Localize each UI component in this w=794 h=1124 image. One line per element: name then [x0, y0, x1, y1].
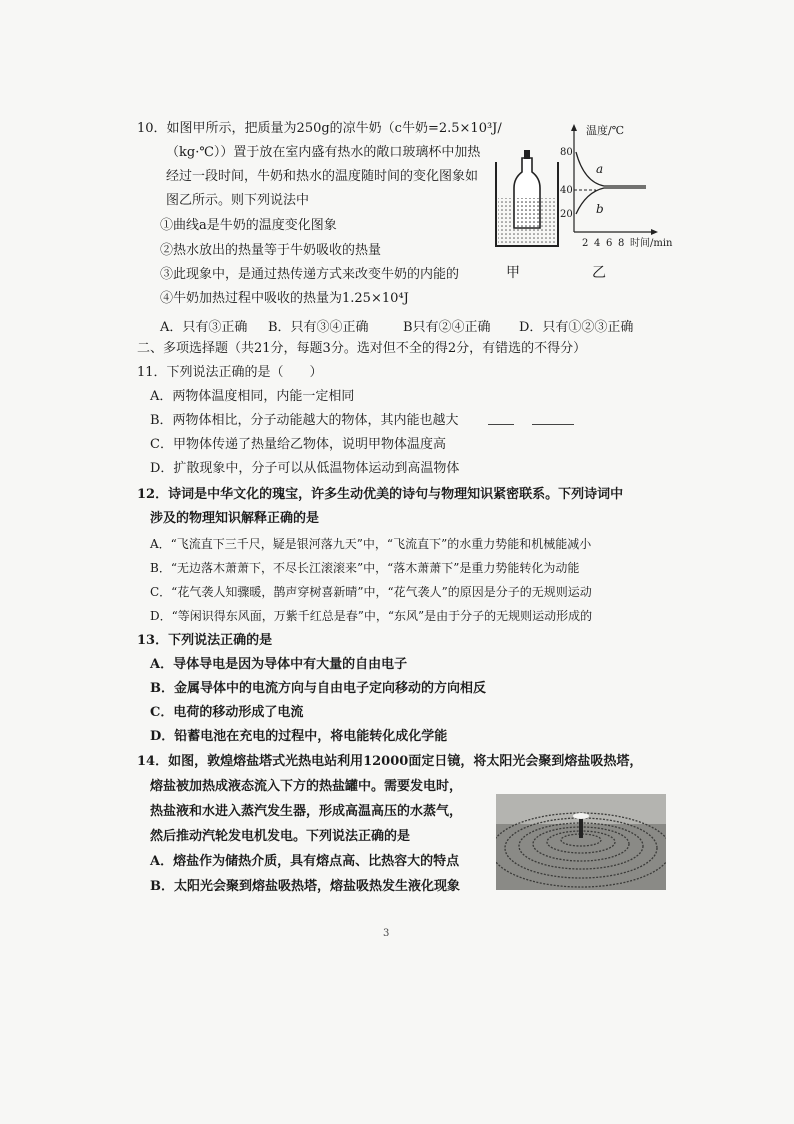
q10-statement-1: ①曲线a是牛奶的温度变化图象: [160, 218, 337, 233]
q14-line-1: 14．如图，敦煌熔盐塔式光热电站利用12000面定日镜，将太阳光会聚到熔盐吸热塔，: [137, 754, 643, 769]
q10-option-a: A．只有③正确: [160, 320, 248, 335]
q12-option-c: C．“花气袭人知骤暖，鹊声穿树喜新晴”中，“花气袭人”的原因是分子的无规则运动: [150, 585, 592, 599]
q10-line-2: （kg·℃））置于放在室内盛有热水的敞口玻璃杯中加热: [166, 145, 481, 160]
q14-option-b: B．太阳光会聚到熔盐吸热塔，熔盐吸热发生液化现象: [150, 879, 460, 894]
q10-line-3: 经过一段时间，牛奶和热水的温度随时间的变化图象如: [166, 169, 479, 184]
q12-option-d: D．“等闲识得东风面，万紫千红总是春”中，“东风”是由于分子的无规则运动形成的: [150, 609, 593, 623]
q13-option-c: C．电荷的移动形成了电流: [150, 705, 304, 720]
q11-stem: 11．下列说法正确的是（ ）: [137, 365, 323, 380]
q10-statement-2: ②热水放出的热量等于牛奶吸收的热量: [160, 243, 382, 258]
beaker-figure: [492, 148, 562, 258]
figure-yi-label: 乙: [592, 265, 606, 281]
q13-option-d: D．铅蓄电池在充电的过程中，将电能转化成化学能: [150, 729, 448, 744]
graph-x-tick-4: 4: [594, 238, 601, 249]
stray-mark: [532, 424, 574, 425]
page-number: 3: [383, 928, 390, 939]
figure-jia-label: 甲: [506, 265, 520, 281]
graph-y-label: 温度/℃: [586, 124, 625, 137]
temperature-graph: [556, 122, 686, 248]
q12-line-1: 12．诗词是中华文化的瑰宝，许多生动优美的诗句与物理知识紧密联系。下列诗词中: [137, 487, 624, 502]
q14-line-2: 熔盐被加热成液态流入下方的热盐罐中。需要发电时，: [150, 779, 463, 794]
q10-option-b: B．只有③④正确: [268, 320, 369, 335]
q10-line-1: 10．如图甲所示，把质量为250g的凉牛奶（c牛奶=2.5×10³J/: [137, 121, 502, 136]
curve-a-label: a: [596, 162, 604, 176]
graph-y-tick-40: 40: [560, 185, 573, 196]
q11-option-b: B．两物体相比，分子动能越大的物体，其内能也越大: [150, 413, 459, 428]
q14-line-3: 热盐液和水进入蒸汽发生器，形成高温高压的水蒸气，: [150, 804, 463, 819]
q14-option-a: A．熔盐作为储热介质，具有熔点高、比热容大的特点: [150, 854, 460, 869]
q12-line-2: 涉及的物理知识解释正确的是: [150, 511, 320, 526]
graph-x-label: 时间/min: [630, 238, 673, 249]
section-2-header: 二、多项选择题（共21分，每题3分。选对但不全的得2分，有错选的不得分）: [137, 341, 587, 356]
curve-b-label: b: [596, 202, 604, 216]
q13-option-a: A．导体导电是因为导体中有大量的自由电子: [150, 657, 408, 672]
q10-statement-3: ③此现象中，是通过热传递方式来改变牛奶的内能的: [160, 267, 460, 282]
graph-x-tick-8: 8: [618, 238, 625, 249]
q10-option-d: D．只有①②③正确: [519, 320, 634, 335]
graph-x-tick-6: 6: [606, 238, 613, 249]
graph-y-tick-20: 20: [560, 209, 573, 220]
q10-statement-4: ④牛奶加热过程中吸收的热量为1.25×10⁴J: [160, 291, 409, 306]
q11-option-d: D．扩散现象中，分子可以从低温物体运动到高温物体: [150, 461, 460, 476]
solar-plant-photo: [496, 794, 666, 890]
q10-option-c: B只有②④正确: [403, 320, 491, 335]
q13-stem: 13．下列说法正确的是: [137, 633, 273, 648]
q12-option-b: B．“无边落木萧萧下，不尽长江滚滚来”中，“落木萧萧下”是重力势能转化为动能: [150, 561, 580, 575]
stray-mark: [488, 424, 514, 425]
q11-option-c: C．甲物体传递了热量给乙物体，说明甲物体温度高: [150, 437, 446, 452]
graph-x-tick-2: 2: [582, 238, 589, 249]
q10-line-4: 图乙所示。则下列说法中: [166, 193, 310, 208]
graph-y-tick-80: 80: [560, 147, 573, 158]
q12-option-a: A．“飞流直下三千尺，疑是银河落九天”中，“飞流直下”的水重力势能和机械能减小: [150, 537, 592, 551]
q11-option-a: A．两物体温度相同，内能一定相同: [150, 389, 355, 404]
q14-line-4: 然后推动汽轮发电机发电。下列说法正确的是: [150, 829, 411, 844]
q13-option-b: B．金属导体中的电流方向与自由电子定向移动的方向相反: [150, 681, 486, 696]
